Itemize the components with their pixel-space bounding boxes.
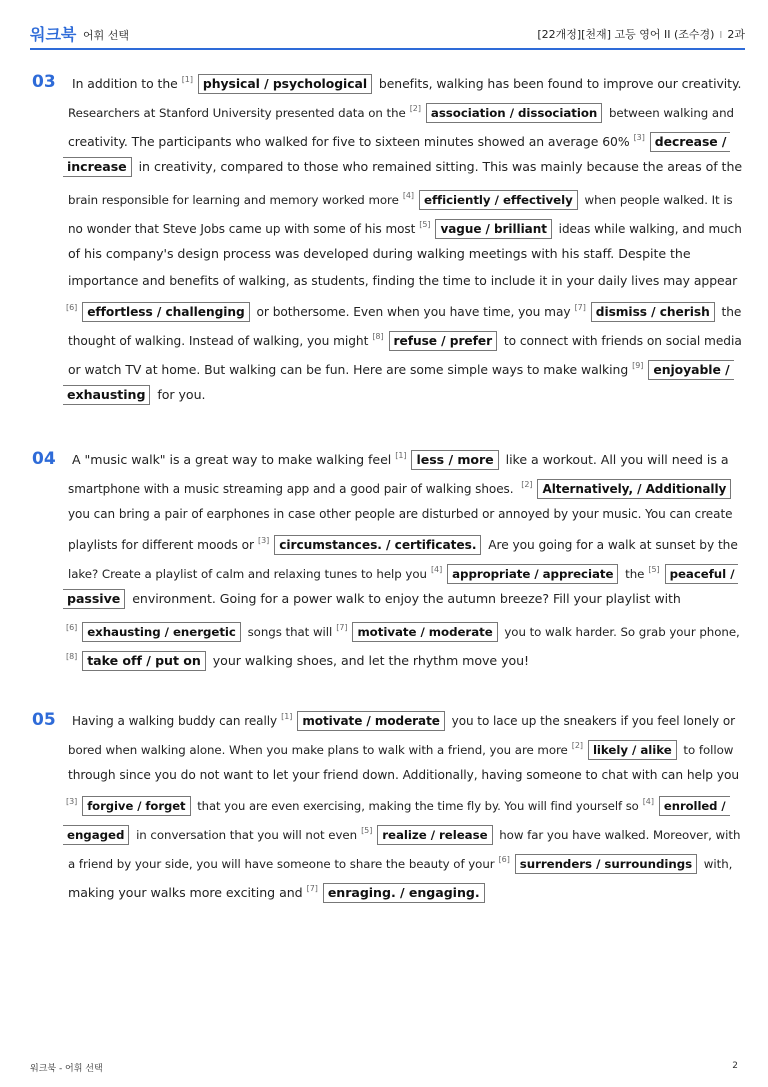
- choice-box-continued[interactable]: exhausting: [63, 385, 150, 405]
- blank-number: [6]: [66, 303, 78, 312]
- choice-box[interactable]: enjoyable /: [648, 360, 733, 380]
- section-number: 04: [32, 449, 56, 469]
- choice-box[interactable]: forgive / forget: [82, 796, 190, 816]
- text-line: no wonder that Steve Jobs came up with some of his most [5] vague / brilliant ideas while walking, and much: [68, 215, 742, 235]
- blank-number: [4]: [430, 565, 443, 574]
- blank-number: [3]: [633, 133, 645, 142]
- blank-number: [8]: [66, 652, 78, 661]
- text-line: In addition to the [1] physical / psychological benefits, walking has been found to improve our creativity.: [72, 70, 741, 90]
- blank-number: [1]: [395, 451, 407, 460]
- choice-box[interactable]: likely / alike: [588, 740, 677, 760]
- choice-box[interactable]: realize / release: [377, 825, 492, 845]
- brand-title: 워크북: [30, 25, 77, 44]
- section-number: 03: [32, 72, 56, 92]
- workbook-subtitle: 어휘 선택: [83, 29, 130, 42]
- choice-box[interactable]: dismiss / cherish: [591, 302, 715, 322]
- choice-box[interactable]: circumstances. / certificates.: [274, 535, 481, 555]
- text-line: [6] exhausting / energetic songs that will [7] motivate / moderate you to walk harder. So grab your phone,: [66, 618, 740, 638]
- text-line: creativity. The participants who walked for five to sixteen minutes showed an average 60% [3] decrease /: [68, 128, 733, 148]
- blank-number: [5]: [419, 220, 431, 229]
- text-line: importance and benefits of walking, as students, finding the time to include it in your daily lives may appear: [68, 273, 738, 288]
- text-line: of his company's design process was developed during walking meetings with his staff. Despite the: [68, 246, 691, 261]
- lesson-label: 2과: [727, 28, 745, 41]
- blank-number: [2]: [521, 480, 533, 489]
- text-line: through since you do not want to let your friend down. Additionally, having someone to chat with can help you: [68, 768, 740, 782]
- choice-box-continued[interactable]: engaged: [63, 825, 129, 845]
- section-number: 05: [32, 710, 56, 730]
- blank-number: [3]: [66, 797, 78, 806]
- blank-number: [1]: [181, 75, 193, 84]
- blank-number: [5]: [648, 565, 660, 574]
- blank-number: [3]: [258, 536, 270, 545]
- footer-title: 워크북 - 어휘 선택: [30, 1064, 103, 1074]
- text-line: exhausting for you.: [63, 385, 205, 405]
- choice-box[interactable]: motivate / moderate: [297, 711, 445, 731]
- course-title: [22개정][천재] 고등 영어 II (조수경): [537, 28, 715, 41]
- choice-box[interactable]: refuse / prefer: [389, 331, 498, 351]
- choice-box-continued[interactable]: passive: [63, 589, 125, 609]
- blank-number: [6]: [498, 855, 510, 864]
- blank-number: [9]: [632, 361, 644, 370]
- choice-box[interactable]: decrease /: [650, 132, 731, 152]
- course-info: [537, 26, 745, 42]
- page-header: [30, 22, 745, 50]
- text-line: increase in creativity, compared to those who remained sitting. This was mainly because the areas of the: [63, 157, 742, 177]
- text-line: [8] take off / put on your walking shoes, and let the rhythm move you!: [66, 647, 529, 667]
- text-line: playlists for different moods or [3] circumstances. / certificates. Are you going for a walk at sunset by the: [68, 531, 738, 551]
- choice-box[interactable]: take off / put on: [82, 651, 206, 671]
- header-separator: I: [719, 30, 723, 41]
- choice-box[interactable]: efficiently / effectively: [419, 190, 578, 210]
- text-line: lake? Create a playlist of calm and relaxing tunes to help you [4] appropriate / appreciate the [5] peaceful /: [68, 560, 741, 580]
- text-line: you can bring a pair of earphones in case other people are disturbed or annoyed by your music. You can create: [68, 507, 733, 521]
- choice-box[interactable]: less / more: [411, 450, 498, 470]
- text-line: a friend by your side, you will have someone to share the beauty of your [6] surrenders / surroundings with,: [68, 850, 732, 870]
- choice-box[interactable]: enraging. / engaging.: [323, 883, 485, 903]
- text-line: smartphone with a music streaming app and a good pair of walking shoes. [2] Alternatively, / Additionally: [68, 475, 734, 495]
- choice-box[interactable]: physical / psychological: [198, 74, 372, 94]
- text-line: making your walks more exciting and [7] enraging. / engaging.: [68, 879, 488, 899]
- choice-box[interactable]: peaceful /: [665, 564, 739, 584]
- text-line: Researchers at Stanford University presented data on the [2] association / dissociation between walking and: [68, 99, 734, 119]
- choice-box[interactable]: vague / brilliant: [435, 219, 551, 239]
- blank-number: [2]: [409, 104, 421, 113]
- text-line: bored when walking alone. When you make plans to walk with a friend, you are more [2] likely / alike to follow: [68, 736, 733, 756]
- choice-box[interactable]: motivate / moderate: [352, 622, 497, 642]
- text-line: [3] forgive / forget that you are even exercising, making the time fly by. You will find yourself so [4] enrolled /: [66, 792, 733, 812]
- choice-box[interactable]: enrolled /: [659, 796, 730, 816]
- text-line: engaged in conversation that you will not even [5] realize / release how far you have walked. Moreover, with: [63, 821, 740, 841]
- blank-number: [4]: [642, 797, 654, 806]
- blank-number: [4]: [402, 191, 414, 200]
- choice-box-continued[interactable]: increase: [63, 157, 132, 177]
- blank-number: [1]: [281, 712, 293, 721]
- blank-number: [7]: [336, 623, 348, 632]
- choice-box[interactable]: appropriate / appreciate: [447, 564, 618, 584]
- text-line: [6] effortless / challenging or bothersome. Even when you have time, you may [7] dismiss / cherish the: [66, 298, 741, 318]
- text-line: thought of walking. Instead of walking, you might [8] refuse / prefer to connect with friends on social media: [68, 327, 742, 347]
- blank-number: [6]: [66, 623, 78, 632]
- choice-box[interactable]: exhausting / energetic: [82, 622, 241, 642]
- blank-number: [7]: [306, 884, 318, 893]
- text-line: passive environment. Going for a power walk to enjoy the autumn breeze? Fill your playlist with: [63, 589, 681, 609]
- text-line: Having a walking buddy can really [1] motivate / moderate you to lace up the sneakers if you feel lonely or: [72, 707, 735, 727]
- text-line: A "music walk" is a great way to make walking feel [1] less / more like a workout. All you will need is a: [72, 446, 729, 466]
- choice-box[interactable]: effortless / challenging: [82, 302, 250, 322]
- blank-number: [2]: [571, 741, 583, 750]
- choice-box[interactable]: association / dissociation: [426, 103, 602, 123]
- text-line: brain responsible for learning and memory worked more [4] efficiently / effectively when people walked. It is: [68, 186, 733, 206]
- page-number: 2: [732, 1061, 738, 1071]
- choice-box[interactable]: surrenders / surroundings: [515, 854, 697, 874]
- blank-number: [8]: [372, 332, 384, 341]
- text-line: or watch TV at home. But walking can be fun. Here are some simple ways to make walking [9] enjoyable /: [68, 356, 737, 376]
- blank-number: [5]: [361, 826, 373, 835]
- blank-number: [7]: [574, 303, 586, 312]
- choice-box[interactable]: Alternatively, / Additionally: [537, 479, 731, 499]
